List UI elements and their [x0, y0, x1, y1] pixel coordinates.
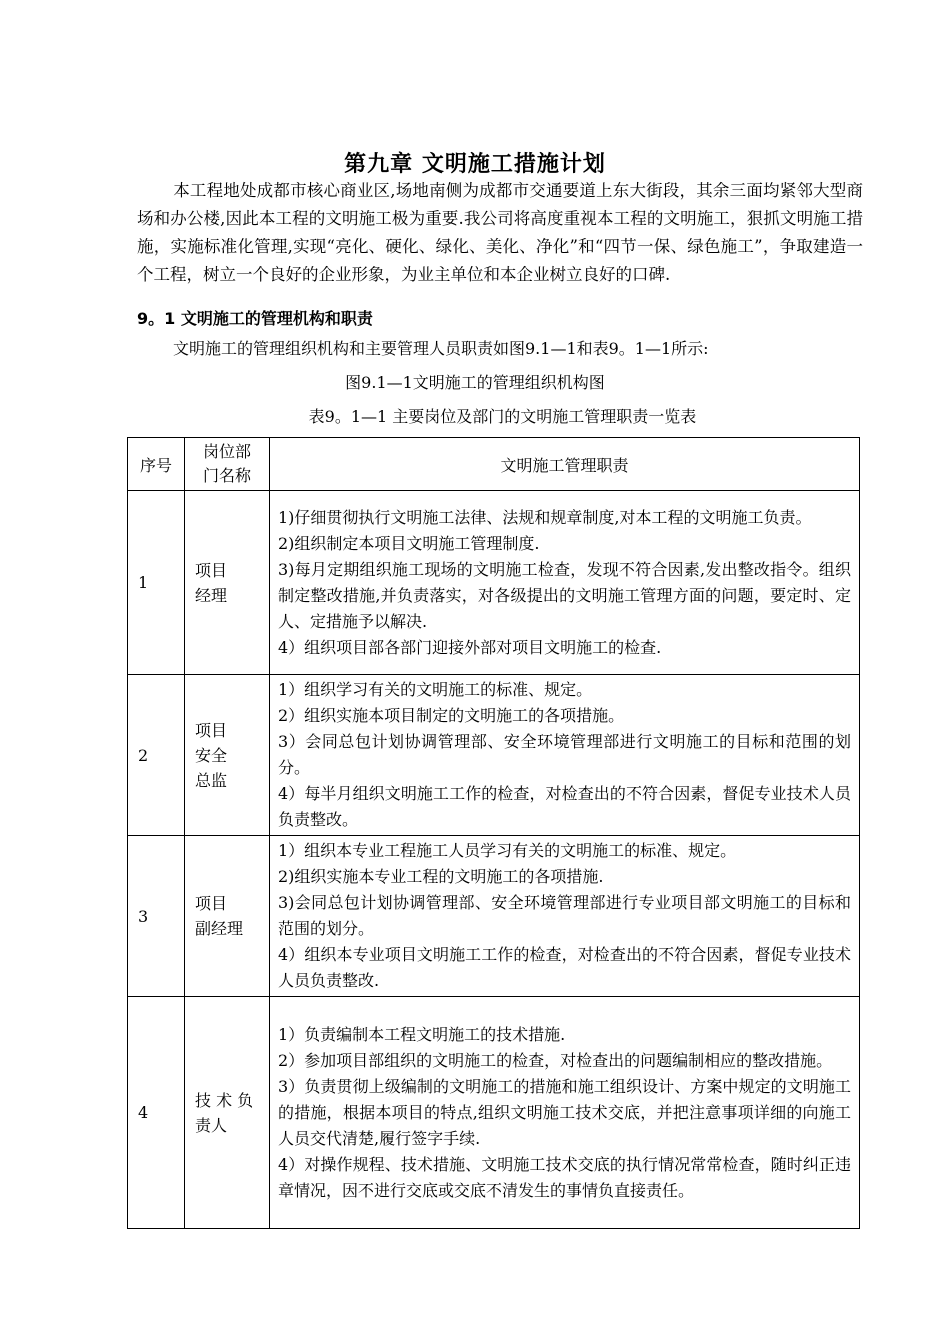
table-row [128, 997, 860, 1229]
header-role [185, 438, 270, 491]
duty-item: 4）组织本专业项目文明施工工作的检查，对检查出的不符合因素，督促专业技术人员负责整改. [278, 945, 851, 990]
duty-item: 1）组织学习有关的文明施工的标准、规定。 [278, 680, 593, 699]
header-seq: 序号 [128, 438, 185, 491]
role-line: 技 术 负 [195, 1090, 254, 1110]
role-line: 责人 [195, 1115, 228, 1135]
table-row [128, 675, 860, 836]
duty-item: 2）组织实施本项目制定的文明施工的各项措施。 [278, 706, 625, 725]
role-line: 经理 [195, 585, 228, 605]
row-role [185, 675, 270, 836]
row-role [185, 836, 270, 997]
duty-item: 2)组织制定本项目文明施工管理制度. [278, 533, 540, 553]
row-role [185, 997, 270, 1229]
duty-item: 1)仔细贯彻执行文明施工法律、法规和规章制度,对本工程的文明施工负责。 [278, 507, 812, 527]
section-heading: 9。1 文明施工的管理机构和职责 [137, 309, 373, 328]
row-duties [270, 997, 860, 1229]
header-role-line2: 门名称 [202, 466, 251, 485]
header-duties: 文明施工管理职责 [270, 438, 860, 491]
role-line: 项目 [195, 894, 228, 913]
row-seq: 2 [128, 675, 185, 836]
duty-item: 4）每半月组织文明施工工作的检查，对检查出的不符合因素，督促专业技术人员负责整改。 [278, 784, 851, 829]
table-row [128, 836, 860, 997]
duty-item: 3）会同总包计划协调管理部、安全环境管理部进行文明施工的目标和范围的划分。 [278, 732, 851, 777]
duty-table [127, 437, 860, 1229]
row-seq: 1 [128, 491, 185, 675]
duty-item: 3)每月定期组织施工现场的文明施工检查，发现不符合因素,发出整改指令。组织制定整改措施,并负责落实，对各级提出的文明施工管理方面的问题，要定时、定人、定措施予以解决. [278, 559, 851, 631]
intro-paragraph [137, 177, 863, 289]
duty-item: 4）对操作规程、技术措施、文明施工技术交底的执行情况常常检查，随时纠正违章情况，因不进行交底或交底不清发生的事情负直接责任。 [278, 1154, 851, 1200]
role-line: 安全 [195, 745, 228, 765]
duty-item: 1）负责编制本工程文明施工的技术措施. [278, 1024, 566, 1044]
duty-item: 2)组织实施本专业工程的文明施工的各项措施. [278, 867, 604, 886]
role-line: 项目 [195, 560, 228, 580]
intro-text: 本工程地处成都市核心商业区,场地南侧为成都市交通要道上东大街段，其余三面均紧邻大型商场和办公楼,因此本工程的文明施工极为重要.我公司将高度重视本工程的文明施工，狠抓文明施工措施，实施标准化管理,实现“亮化、硬化、绿化、美化、净化”和“四节一保、绿色施工”，争取建造一个工程，树立一个良好的企业形象，为业主单位和本企业树立良好的口碑. [137, 181, 863, 284]
row-seq: 4 [128, 997, 185, 1229]
duty-item: 3）负责贯彻上级编制的文明施工的措施和施工组织设计、方案中规定的文明施工的措施，根据本项目的特点,组织文明施工技术交底，并把注意事项详细的向施工人员交代清楚,履行签字手续. [278, 1076, 851, 1148]
table-row [128, 491, 860, 675]
duty-item: 3)会同总包计划协调管理部、安全环境管理部进行专业项目部文明施工的目标和范围的划分。 [278, 893, 851, 938]
row-seq: 3 [128, 836, 185, 997]
table-caption: 表9。1—1 主要岗位及部门的文明施工管理职责一览表 [308, 407, 697, 426]
row-duties [270, 836, 860, 997]
role-line: 项目 [195, 720, 228, 740]
row-duties [270, 675, 860, 836]
duty-item: 4）组织项目部各部门迎接外部对项目文明施工的检查. [278, 637, 662, 657]
header-role-line1: 岗位部 [202, 442, 251, 461]
chapter-title: 第九章 文明施工措施计划 [344, 151, 606, 177]
figure-caption: 图9.1—1文明施工的管理组织机构图 [345, 373, 605, 392]
duty-item: 1）组织本专业工程施工人员学习有关的文明施工的标准、规定。 [278, 841, 737, 860]
duty-item: 2）参加项目部组织的文明施工的检查，对检查出的问题编制相应的整改措施。 [278, 1050, 833, 1070]
role-line: 副经理 [195, 919, 244, 938]
row-duties [270, 491, 860, 675]
row-role [185, 491, 270, 675]
section-description: 文明施工的管理组织机构和主要管理人员职责如图9.1—1和表9。1—1所示: [173, 339, 709, 358]
role-line: 总监 [195, 770, 228, 790]
table-header-row [128, 438, 860, 491]
